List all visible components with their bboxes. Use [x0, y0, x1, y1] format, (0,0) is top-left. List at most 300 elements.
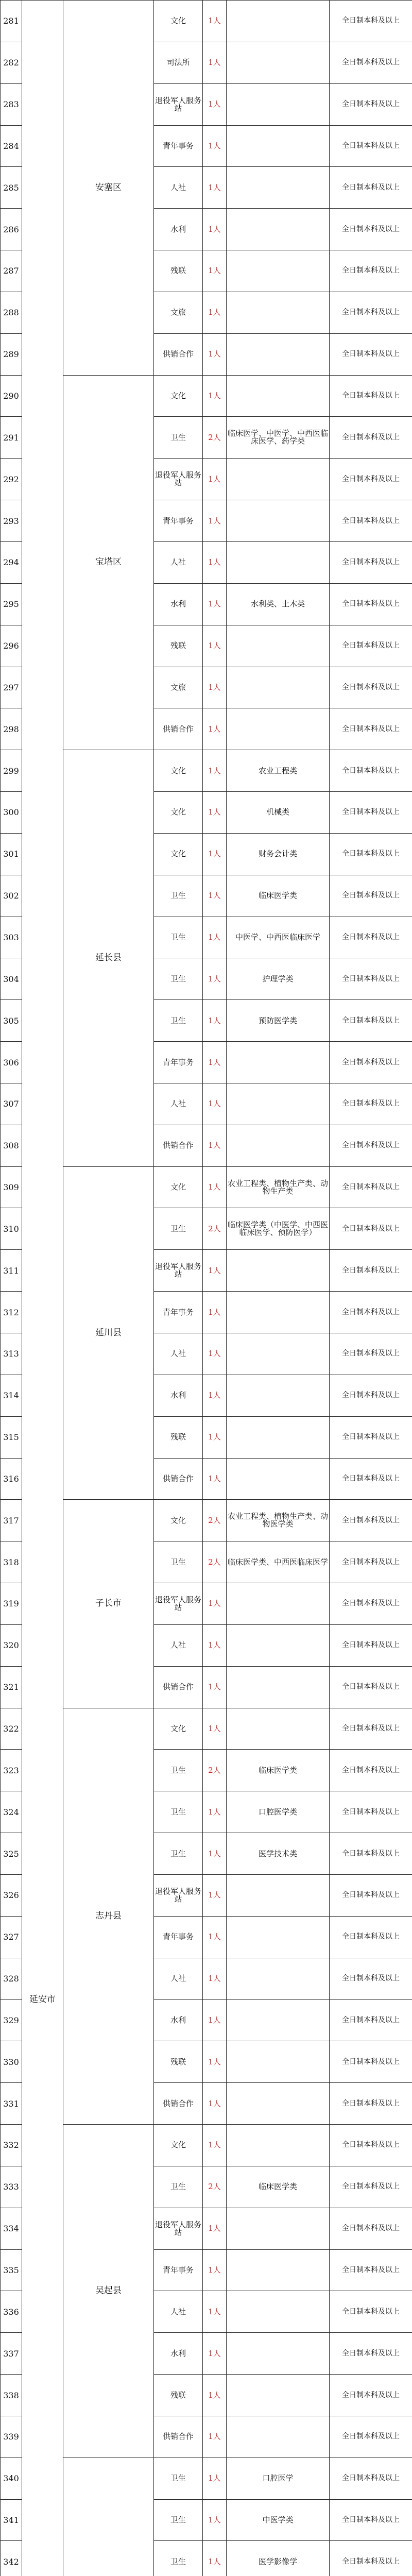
position-unit: 文化: [154, 2125, 203, 2166]
row-number: 300: [1, 792, 22, 834]
row-number: 328: [1, 1958, 22, 1999]
row-number: 319: [1, 1583, 22, 1625]
county-name: 安塞区: [63, 1, 154, 376]
position-unit: 卫生: [154, 1750, 203, 1791]
position-unit: 青年事务: [154, 500, 203, 542]
major-requirement: 口腔医学类: [227, 1791, 330, 1833]
county-name: 延川县: [63, 1166, 154, 1500]
headcount: 2人: [203, 2166, 227, 2208]
position-unit: 卫生: [154, 417, 203, 459]
position-unit: 人社: [154, 541, 203, 583]
county-name: [63, 2458, 154, 2576]
major-requirement: [227, 1416, 330, 1458]
major-requirement: [227, 1708, 330, 1750]
row-number: 290: [1, 375, 22, 417]
row-number: 297: [1, 667, 22, 708]
position-unit: 残联: [154, 250, 203, 292]
headcount: 1人: [203, 2041, 227, 2083]
major-requirement: [227, 667, 330, 708]
position-unit: 供销合作: [154, 333, 203, 375]
row-number: 310: [1, 1208, 22, 1250]
major-requirement: [227, 1250, 330, 1292]
headcount: 1人: [203, 1666, 227, 1708]
headcount: 1人: [203, 292, 227, 333]
position-unit: 水利: [154, 1999, 203, 2041]
row-number: 296: [1, 625, 22, 667]
headcount: 1人: [203, 958, 227, 1000]
major-requirement: [227, 250, 330, 292]
position-unit: 文化: [154, 375, 203, 417]
education-requirement: 全日制本科及以上: [330, 1208, 412, 1250]
headcount: 1人: [203, 2083, 227, 2125]
major-requirement: [227, 500, 330, 542]
headcount: 1人: [203, 1166, 227, 1208]
major-requirement: 临床医学类、中西医临床医学: [227, 1541, 330, 1583]
row-number: 323: [1, 1750, 22, 1791]
row-number: 309: [1, 1166, 22, 1208]
position-unit: 文旅: [154, 292, 203, 333]
education-requirement: 全日制本科及以上: [330, 2083, 412, 2125]
position-unit: 供销合作: [154, 2083, 203, 2125]
row-number: 304: [1, 958, 22, 1000]
row-number: 288: [1, 292, 22, 333]
education-requirement: 全日制本科及以上: [330, 1833, 412, 1875]
major-requirement: [227, 625, 330, 667]
education-requirement: 全日制本科及以上: [330, 333, 412, 375]
position-unit: 人社: [154, 1624, 203, 1666]
headcount: 1人: [203, 1958, 227, 1999]
position-unit: 文化: [154, 833, 203, 875]
position-unit: 文旅: [154, 667, 203, 708]
county-name: 子长市: [63, 1500, 154, 1708]
education-requirement: 全日制本科及以上: [330, 2166, 412, 2208]
position-unit: 人社: [154, 1083, 203, 1125]
headcount: 1人: [203, 42, 227, 83]
education-requirement: 全日制本科及以上: [330, 1375, 412, 1416]
major-requirement: 临床医学类（中医学、中西医临床医学、预防医学）: [227, 1208, 330, 1250]
major-requirement: 口腔医学: [227, 2458, 330, 2499]
row-number: 292: [1, 459, 22, 500]
headcount: 1人: [203, 1125, 227, 1166]
education-requirement: 全日制本科及以上: [330, 1916, 412, 1958]
education-requirement: 全日制本科及以上: [330, 1166, 412, 1208]
row-number: 284: [1, 125, 22, 167]
headcount: 1人: [203, 2208, 227, 2249]
position-unit: 残联: [154, 2375, 203, 2416]
headcount: 1人: [203, 209, 227, 250]
education-requirement: 全日制本科及以上: [330, 2125, 412, 2166]
position-unit: 退役军人服务站: [154, 1874, 203, 1916]
major-requirement: [227, 1125, 330, 1166]
headcount: 1人: [203, 2458, 227, 2499]
position-unit: 退役军人服务站: [154, 2208, 203, 2249]
row-number: 305: [1, 1000, 22, 1042]
education-requirement: 全日制本科及以上: [330, 2499, 412, 2541]
row-number: 308: [1, 1125, 22, 1166]
major-requirement: [227, 1042, 330, 1083]
education-requirement: 全日制本科及以上: [330, 459, 412, 500]
county-name: 志丹县: [63, 1708, 154, 2124]
education-requirement: 全日制本科及以上: [330, 42, 412, 83]
position-unit: 卫生: [154, 2458, 203, 2499]
position-unit: 残联: [154, 2041, 203, 2083]
education-requirement: 全日制本科及以上: [330, 708, 412, 750]
major-requirement: [227, 167, 330, 209]
row-number: 329: [1, 1999, 22, 2041]
major-requirement: 农业工程类、植物生产类、动物医学类: [227, 1500, 330, 1541]
major-requirement: [227, 1999, 330, 2041]
row-number: 301: [1, 833, 22, 875]
position-unit: 水利: [154, 209, 203, 250]
major-requirement: [227, 1666, 330, 1708]
row-number: 311: [1, 1250, 22, 1292]
major-requirement: [227, 2416, 330, 2458]
row-number: 342: [1, 2541, 22, 2576]
row-number: 336: [1, 2291, 22, 2333]
headcount: 1人: [203, 1708, 227, 1750]
headcount: 1人: [203, 1583, 227, 1625]
major-requirement: [227, 125, 330, 167]
position-unit: 退役军人服务站: [154, 459, 203, 500]
row-number: 340: [1, 2458, 22, 2499]
major-requirement: [227, 1, 330, 42]
city-name: 延安市: [22, 1, 63, 2576]
row-number: 324: [1, 1791, 22, 1833]
position-unit: 文化: [154, 750, 203, 792]
headcount: 1人: [203, 833, 227, 875]
headcount: 1人: [203, 1833, 227, 1875]
headcount: 1人: [203, 2375, 227, 2416]
major-requirement: [227, 2333, 330, 2375]
major-requirement: [227, 83, 330, 125]
education-requirement: 全日制本科及以上: [330, 917, 412, 958]
row-number: 330: [1, 2041, 22, 2083]
position-unit: 卫生: [154, 1000, 203, 1042]
education-requirement: 全日制本科及以上: [330, 1583, 412, 1625]
education-requirement: 全日制本科及以上: [330, 125, 412, 167]
position-unit: 文化: [154, 1708, 203, 1750]
position-unit: 卫生: [154, 1791, 203, 1833]
position-unit: 文化: [154, 1500, 203, 1541]
headcount: 2人: [203, 1541, 227, 1583]
education-requirement: 全日制本科及以上: [330, 209, 412, 250]
major-requirement: [227, 2375, 330, 2416]
row-number: 333: [1, 2166, 22, 2208]
headcount: 1人: [203, 1916, 227, 1958]
county-name: 延长县: [63, 750, 154, 1166]
headcount: 1人: [203, 625, 227, 667]
position-unit: 人社: [154, 167, 203, 209]
position-unit: 供销合作: [154, 2416, 203, 2458]
position-unit: 文化: [154, 792, 203, 834]
education-requirement: 全日制本科及以上: [330, 2208, 412, 2249]
headcount: 1人: [203, 83, 227, 125]
major-requirement: [227, 2125, 330, 2166]
education-requirement: 全日制本科及以上: [330, 1, 412, 42]
education-requirement: 全日制本科及以上: [330, 583, 412, 625]
row-number: 331: [1, 2083, 22, 2125]
position-unit: 水利: [154, 583, 203, 625]
position-unit: 司法所: [154, 42, 203, 83]
education-requirement: 全日制本科及以上: [330, 2333, 412, 2375]
position-unit: 供销合作: [154, 1125, 203, 1166]
major-requirement: [227, 2249, 330, 2291]
education-requirement: 全日制本科及以上: [330, 1042, 412, 1083]
education-requirement: 全日制本科及以上: [330, 250, 412, 292]
row-number: 325: [1, 1833, 22, 1875]
position-unit: 供销合作: [154, 708, 203, 750]
headcount: 1人: [203, 2125, 227, 2166]
position-unit: 人社: [154, 2291, 203, 2333]
position-unit: 水利: [154, 1375, 203, 1416]
headcount: 2人: [203, 1208, 227, 1250]
headcount: 1人: [203, 1999, 227, 2041]
education-requirement: 全日制本科及以上: [330, 667, 412, 708]
headcount: 1人: [203, 2291, 227, 2333]
headcount: 1人: [203, 1042, 227, 1083]
position-unit: 供销合作: [154, 1666, 203, 1708]
position-unit: 青年事务: [154, 1292, 203, 1333]
headcount: 1人: [203, 1458, 227, 1500]
major-requirement: 医学影像学: [227, 2541, 330, 2576]
education-requirement: 全日制本科及以上: [330, 375, 412, 417]
major-requirement: 护理学类: [227, 958, 330, 1000]
education-requirement: 全日制本科及以上: [330, 1416, 412, 1458]
major-requirement: 机械类: [227, 792, 330, 834]
row-number: 293: [1, 500, 22, 542]
position-unit: 卫生: [154, 875, 203, 917]
major-requirement: [227, 1874, 330, 1916]
major-requirement: [227, 459, 330, 500]
education-requirement: 全日制本科及以上: [330, 1999, 412, 2041]
headcount: 1人: [203, 875, 227, 917]
education-requirement: 全日制本科及以上: [330, 2041, 412, 2083]
row-number: 299: [1, 750, 22, 792]
headcount: 1人: [203, 1, 227, 42]
education-requirement: 全日制本科及以上: [330, 292, 412, 333]
headcount: 1人: [203, 708, 227, 750]
education-requirement: 全日制本科及以上: [330, 500, 412, 542]
major-requirement: [227, 292, 330, 333]
education-requirement: 全日制本科及以上: [330, 1624, 412, 1666]
row-number: 295: [1, 583, 22, 625]
education-requirement: 全日制本科及以上: [330, 417, 412, 459]
row-number: 338: [1, 2375, 22, 2416]
education-requirement: 全日制本科及以上: [330, 1292, 412, 1333]
education-requirement: 全日制本科及以上: [330, 1000, 412, 1042]
headcount: 1人: [203, 2416, 227, 2458]
headcount: 1人: [203, 1624, 227, 1666]
major-requirement: [227, 2083, 330, 2125]
position-unit: 文化: [154, 1166, 203, 1208]
position-unit: 卫生: [154, 1541, 203, 1583]
education-requirement: 全日制本科及以上: [330, 1458, 412, 1500]
major-requirement: [227, 1624, 330, 1666]
position-unit: 人社: [154, 1958, 203, 1999]
position-unit: 卫生: [154, 1833, 203, 1875]
row-number: 321: [1, 1666, 22, 1708]
major-requirement: [227, 2208, 330, 2249]
education-requirement: 全日制本科及以上: [330, 83, 412, 125]
major-requirement: [227, 1458, 330, 1500]
major-requirement: [227, 708, 330, 750]
major-requirement: 临床医学、中医学、中西医临床医学、药学类: [227, 417, 330, 459]
position-unit: 卫生: [154, 917, 203, 958]
headcount: 1人: [203, 541, 227, 583]
education-requirement: 全日制本科及以上: [330, 1791, 412, 1833]
major-requirement: 财务会计类: [227, 833, 330, 875]
headcount: 1人: [203, 375, 227, 417]
major-requirement: [227, 1958, 330, 1999]
row-number: 298: [1, 708, 22, 750]
position-unit: 卫生: [154, 1208, 203, 1250]
position-unit: 残联: [154, 1416, 203, 1458]
education-requirement: 全日制本科及以上: [330, 2541, 412, 2576]
major-requirement: [227, 209, 330, 250]
headcount: 1人: [203, 2499, 227, 2541]
row-number: 320: [1, 1624, 22, 1666]
position-unit: 青年事务: [154, 1916, 203, 1958]
major-requirement: 中医学类: [227, 2499, 330, 2541]
position-unit: 供销合作: [154, 1458, 203, 1500]
position-unit: 青年事务: [154, 2249, 203, 2291]
headcount: 1人: [203, 125, 227, 167]
major-requirement: [227, 375, 330, 417]
headcount: 1人: [203, 917, 227, 958]
major-requirement: 农业工程类、植物生产类、动物生产类: [227, 1166, 330, 1208]
education-requirement: 全日制本科及以上: [330, 1958, 412, 1999]
position-unit: 卫生: [154, 2541, 203, 2576]
headcount: 1人: [203, 2333, 227, 2375]
row-number: 312: [1, 1292, 22, 1333]
headcount: 2人: [203, 417, 227, 459]
education-requirement: 全日制本科及以上: [330, 1500, 412, 1541]
row-number: 294: [1, 541, 22, 583]
major-requirement: [227, 541, 330, 583]
position-unit: 卫生: [154, 2499, 203, 2541]
education-requirement: 全日制本科及以上: [330, 1333, 412, 1375]
position-unit: 水利: [154, 2333, 203, 2375]
education-requirement: 全日制本科及以上: [330, 958, 412, 1000]
row-number: 286: [1, 209, 22, 250]
headcount: 1人: [203, 1333, 227, 1375]
headcount: 1人: [203, 2249, 227, 2291]
row-number: 307: [1, 1083, 22, 1125]
major-requirement: 农业工程类: [227, 750, 330, 792]
education-requirement: 全日制本科及以上: [330, 625, 412, 667]
major-requirement: [227, 42, 330, 83]
position-unit: 青年事务: [154, 125, 203, 167]
row-number: 316: [1, 1458, 22, 1500]
row-number: 282: [1, 42, 22, 83]
row-number: 326: [1, 1874, 22, 1916]
education-requirement: 全日制本科及以上: [330, 1125, 412, 1166]
education-requirement: 全日制本科及以上: [330, 541, 412, 583]
row-number: 315: [1, 1416, 22, 1458]
row-number: 306: [1, 1042, 22, 1083]
row-number: 327: [1, 1916, 22, 1958]
headcount: 1人: [203, 667, 227, 708]
headcount: 1人: [203, 500, 227, 542]
headcount: 2人: [203, 1500, 227, 1541]
headcount: 1人: [203, 333, 227, 375]
education-requirement: 全日制本科及以上: [330, 792, 412, 834]
row-number: 303: [1, 917, 22, 958]
headcount: 1人: [203, 1791, 227, 1833]
major-requirement: [227, 1916, 330, 1958]
headcount: 1人: [203, 2541, 227, 2576]
major-requirement: [227, 1083, 330, 1125]
row-number: 281: [1, 1, 22, 42]
county-name: 吴起县: [63, 2125, 154, 2458]
headcount: 1人: [203, 1874, 227, 1916]
education-requirement: 全日制本科及以上: [330, 1666, 412, 1708]
row-number: 317: [1, 1500, 22, 1541]
row-number: 341: [1, 2499, 22, 2541]
education-requirement: 全日制本科及以上: [330, 1541, 412, 1583]
major-requirement: [227, 2291, 330, 2333]
headcount: 1人: [203, 459, 227, 500]
major-requirement: 预防医学类: [227, 1000, 330, 1042]
major-requirement: [227, 1292, 330, 1333]
position-unit: 退役军人服务站: [154, 83, 203, 125]
major-requirement: [227, 1583, 330, 1625]
headcount: 1人: [203, 1250, 227, 1292]
education-requirement: 全日制本科及以上: [330, 1083, 412, 1125]
position-unit: 退役军人服务站: [154, 1250, 203, 1292]
education-requirement: 全日制本科及以上: [330, 750, 412, 792]
headcount: 1人: [203, 1375, 227, 1416]
major-requirement: [227, 333, 330, 375]
position-unit: 卫生: [154, 2166, 203, 2208]
education-requirement: 全日制本科及以上: [330, 2375, 412, 2416]
row-number: 291: [1, 417, 22, 459]
education-requirement: 全日制本科及以上: [330, 2249, 412, 2291]
major-requirement: 临床医学类: [227, 1750, 330, 1791]
major-requirement: 临床医学类: [227, 2166, 330, 2208]
headcount: 1人: [203, 167, 227, 209]
education-requirement: 全日制本科及以上: [330, 1874, 412, 1916]
education-requirement: 全日制本科及以上: [330, 1708, 412, 1750]
education-requirement: 全日制本科及以上: [330, 2416, 412, 2458]
row-number: 287: [1, 250, 22, 292]
headcount: 1人: [203, 1292, 227, 1333]
education-requirement: 全日制本科及以上: [330, 833, 412, 875]
position-unit: 卫生: [154, 958, 203, 1000]
major-requirement: [227, 2041, 330, 2083]
headcount: 1人: [203, 1083, 227, 1125]
major-requirement: 水利类、土木类: [227, 583, 330, 625]
county-name: 宝塔区: [63, 375, 154, 750]
row-number: 314: [1, 1375, 22, 1416]
position-unit: 文化: [154, 1, 203, 42]
major-requirement: 医学技术类: [227, 1833, 330, 1875]
row-number: 322: [1, 1708, 22, 1750]
position-unit: 退役军人服务站: [154, 1583, 203, 1625]
row-number: 335: [1, 2249, 22, 2291]
headcount: 1人: [203, 750, 227, 792]
row-number: 339: [1, 2416, 22, 2458]
education-requirement: 全日制本科及以上: [330, 1250, 412, 1292]
row-number: 337: [1, 2333, 22, 2375]
headcount: 1人: [203, 1416, 227, 1458]
headcount: 1人: [203, 792, 227, 834]
headcount: 1人: [203, 583, 227, 625]
major-requirement: 临床医学类: [227, 875, 330, 917]
headcount: 1人: [203, 250, 227, 292]
education-requirement: 全日制本科及以上: [330, 1750, 412, 1791]
row-number: 334: [1, 2208, 22, 2249]
